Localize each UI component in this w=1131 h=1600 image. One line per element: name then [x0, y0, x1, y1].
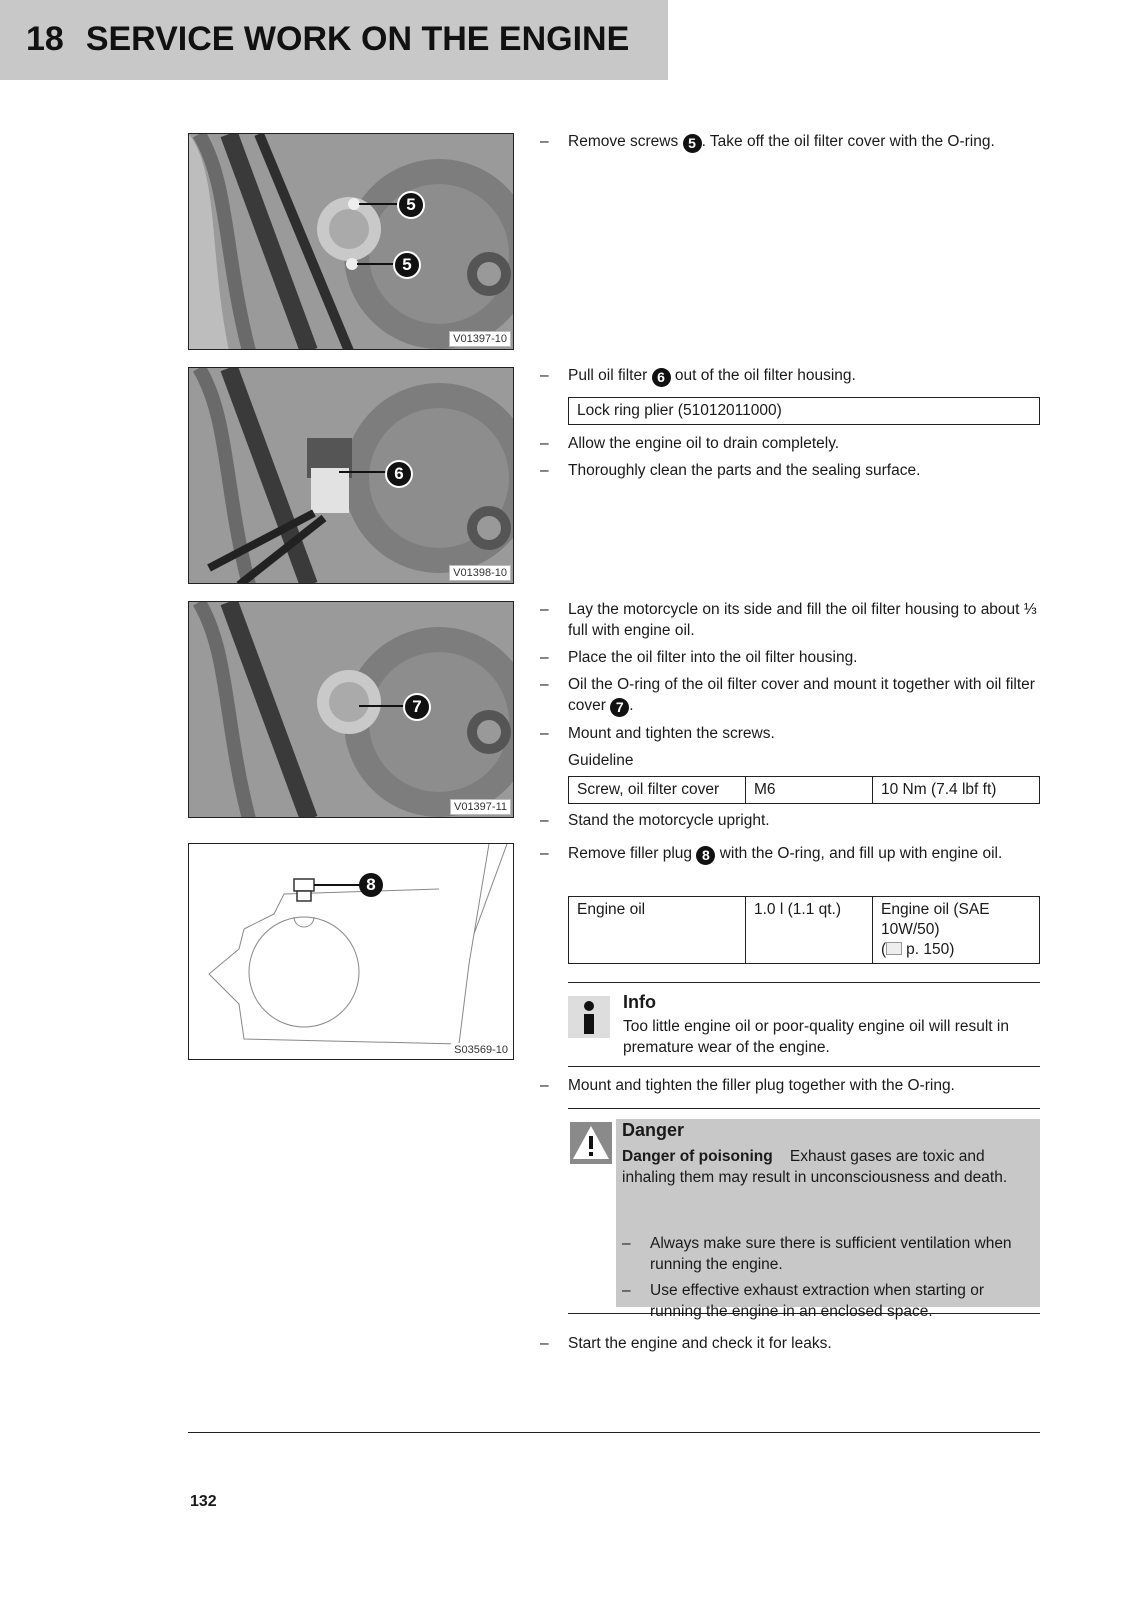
oil-amount: 1.0 l (1.1 qt.)	[746, 897, 873, 964]
step-text: Lay the motorcycle on its side and fill the oil filter housing to about ⅓ full with engine oil.	[568, 601, 1037, 639]
callout-8: 8	[359, 873, 383, 897]
callout-7: 7	[403, 693, 431, 721]
step-dash: –	[540, 1077, 549, 1094]
step-text: Start the engine and check it for leaks.	[568, 1335, 832, 1352]
step-text: Allow the engine oil to drain completely.	[568, 435, 840, 452]
step-text: Stand the motorcycle upright.	[568, 812, 770, 829]
step-pull-oil-filter	[540, 365, 1035, 387]
figure-filler-plug-diagram	[188, 843, 514, 1060]
step-dash: –	[540, 601, 549, 618]
callout-ref-7: 7	[610, 698, 629, 717]
step-text-cont: out of the oil filter housing.	[674, 367, 856, 384]
danger-title: Danger	[622, 1120, 685, 1140]
figure-oil-filter-cover-screws	[188, 133, 514, 350]
tool-name: Lock ring plier (51012011000)	[569, 398, 1040, 425]
step-dash: –	[540, 367, 549, 384]
callout-5-lower: 5	[393, 251, 421, 279]
callout-6: 6	[385, 460, 413, 488]
bullet-text: Use effective exhaust extraction when starting or running the engine in an enclosed space.	[650, 1282, 984, 1320]
step-dash: –	[540, 649, 549, 666]
chapter-title: SERVICE WORK ON THE ENGINE	[85, 20, 630, 58]
danger-box	[568, 1108, 1040, 1320]
step-clean-parts	[540, 460, 1035, 481]
step-dash: –	[540, 812, 549, 829]
step-text-cont: . Take off the oil filter cover with the O-ring.	[701, 133, 995, 150]
callout-ref-5: 5	[683, 134, 702, 153]
bullet-text: Always make sure there is sufficient ventilation when running the engine.	[650, 1235, 1012, 1273]
danger-description	[622, 1146, 1027, 1188]
step-dash: –	[540, 845, 549, 862]
guideline-label: Guideline	[568, 752, 634, 769]
tool-table	[568, 397, 1040, 425]
callout-ref-8: 8	[696, 846, 715, 865]
step-dash: –	[540, 462, 549, 479]
oil-name: Engine oil	[569, 897, 746, 964]
torque-part: Screw, oil filter cover	[569, 777, 746, 804]
danger-content	[616, 1119, 1040, 1320]
step-dash: –	[540, 435, 549, 452]
step-dash: –	[540, 133, 549, 150]
info-title: Info	[623, 992, 656, 1012]
step-dash: –	[540, 676, 549, 693]
danger-text: Exhaust gases are toxic and inhaling them may result in unconsciousness and death.	[622, 1148, 1008, 1186]
oil-spec-line1: Engine oil (SAE	[881, 901, 990, 918]
step-dash: –	[540, 725, 549, 742]
figure-code: V01398-10	[449, 565, 511, 581]
step-remove-filler-plug	[540, 843, 1040, 865]
chapter-number: 18	[26, 20, 64, 58]
figure-code: S03569-10	[451, 1043, 511, 1057]
step-text: Mount and tighten the screws.	[568, 725, 775, 742]
bullet-dash: –	[622, 1235, 631, 1252]
torque-thread: M6	[746, 777, 873, 804]
step-dash: –	[540, 1335, 549, 1352]
page-reference-link[interactable]: p. 150	[906, 941, 950, 958]
info-icon	[568, 996, 610, 1038]
figure-oil-filter-cover	[188, 601, 514, 818]
step-text: Place the oil filter into the oil filter housing.	[568, 649, 858, 666]
figure-pull-oil-filter	[188, 367, 514, 584]
engine-photo-1	[189, 134, 514, 350]
step-text-cont: with the O-ring, and fill up with engine oil.	[719, 845, 1003, 862]
info-text: Too little engine oil or poor-quality engine oil will result in premature wear of the engine.	[623, 1018, 1009, 1056]
warning-triangle-icon	[570, 1122, 612, 1164]
step-text: Thoroughly clean the parts and the sealing surface.	[568, 462, 921, 479]
step-start-engine	[540, 1333, 1035, 1354]
step-oil-o-ring	[540, 674, 1040, 717]
step-text: Remove filler plug	[568, 845, 693, 862]
book-icon	[886, 942, 902, 955]
oil-spec-line2: 10W/50)	[881, 921, 940, 938]
step-fill-housing	[540, 599, 1040, 641]
page-number: 132	[190, 1493, 217, 1510]
figure-code: V01397-11	[450, 799, 511, 815]
engine-photo-3	[189, 602, 514, 818]
engine-photo-2	[189, 368, 514, 584]
oil-table	[568, 896, 1040, 964]
step-text-cont: .	[629, 697, 634, 714]
step-text: Pull oil filter	[568, 367, 648, 384]
danger-bullet	[622, 1280, 1027, 1322]
step-text: Remove screws	[568, 133, 679, 150]
step-text: Mount and tighten the filler plug together with the O-ring.	[568, 1077, 955, 1094]
callout-ref-6: 6	[652, 368, 671, 387]
step-upright	[540, 810, 1035, 831]
step-text: Oil the O-ring of the oil filter cover and mount it together with oil filter cover	[568, 676, 1035, 714]
chapter-header	[0, 0, 668, 80]
torque-value: 10 Nm (7.4 lbf ft)	[873, 777, 1040, 804]
oil-spec-cell: Engine oil (SAE 10W/50) ( p. 150)	[873, 897, 1040, 964]
torque-table	[568, 776, 1040, 804]
callout-5-upper: 5	[397, 191, 425, 219]
step-tighten-screws	[540, 723, 1035, 744]
step-mount-filler-plug	[540, 1075, 1035, 1096]
bullet-dash: –	[622, 1282, 631, 1299]
step-remove-screws	[540, 131, 1035, 153]
info-box	[568, 982, 1040, 1067]
filler-plug-drawing	[189, 844, 514, 1060]
chapter-heading	[26, 20, 629, 59]
step-place-filter	[540, 647, 1035, 668]
figure-code: V01397-10	[449, 331, 511, 347]
step-drain-oil	[540, 433, 1035, 454]
danger-bullet	[622, 1233, 1027, 1275]
footer-divider	[188, 1432, 1040, 1433]
danger-lead: Danger of poisoning	[622, 1148, 773, 1165]
